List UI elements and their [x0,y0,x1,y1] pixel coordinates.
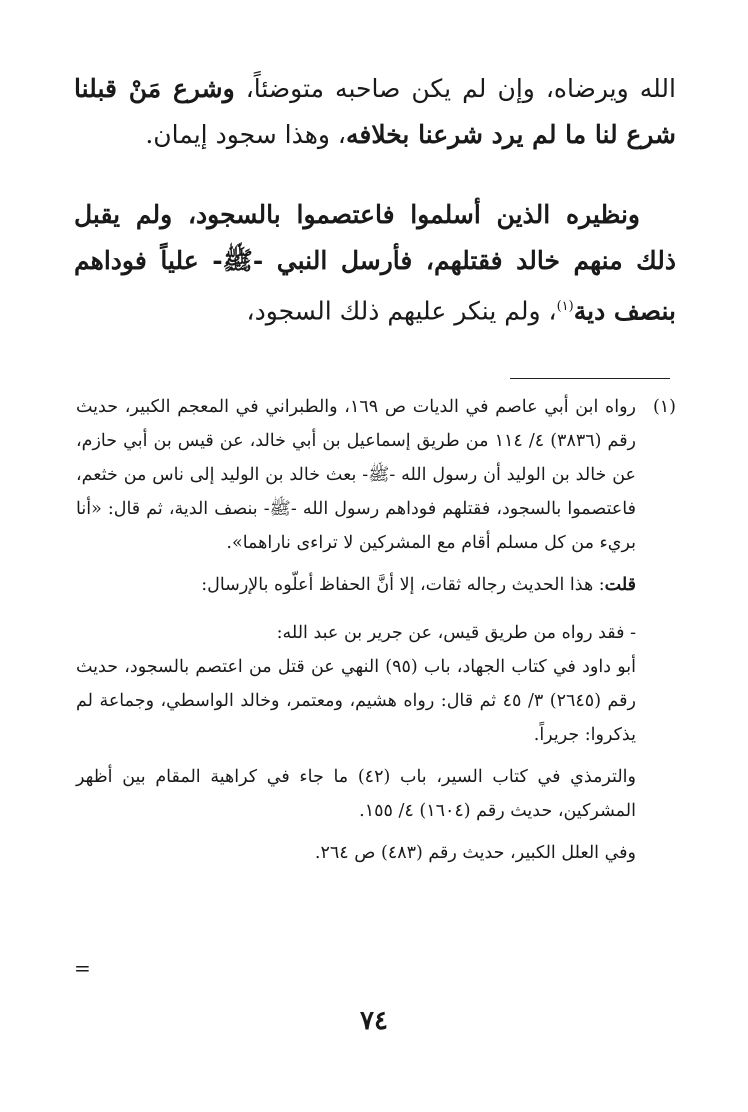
paragraph-2 [74,192,676,334]
paragraph-1 [74,66,676,158]
footnote-tirmidhi: والترمذي في كتاب السير، باب (٤٢) ما جاء في كراهية المقام بين أظهر المشركين، حديث رقم (١٦٠٤) ٤/ ١٥٥. [76,767,636,821]
footnote-qult [76,568,676,602]
paragraph-2-bold-text: ونظيره الذين أسلموا فاعتصموا بالسجود، ولم يقبل ذلك منهم خالد فقتلهم، فأرسل النبي -ﷺ- علياً فوداهم بنصف دية [74,200,676,326]
paragraph-2-text-end: ، ولم ينكر عليهم ذلك السجود، [246,296,557,326]
footnote-dash-line: - فقد رواه من طريق قيس، عن جرير بن عبد الله: [276,623,636,643]
qult-text: : هذا الحديث رجاله ثقات، إلا أنَّ الحفاظ أعلّوه بالإرسال: [201,575,605,595]
paragraph-1-bold-text: وشرع مَنْ قبلنا شرع لنا ما لم يرد شرعنا بخلافه [74,74,676,149]
footnote-number: (١) [652,397,676,417]
paragraph-1-text-end: ، وهذا سجود إيمان. [145,120,346,149]
footnote-reference: (١) [556,299,574,314]
paragraph-1-text: الله ويرضاه، وإن لم يكن صاحبه متوضئاً، [234,74,676,103]
footnote-1 [76,390,676,560]
main-text [74,66,676,334]
footnotes [76,390,676,870]
qult-label: قلت [604,575,636,595]
footnote-abudawud: أبو داود في كتاب الجهاد، باب (٩٥) النهي عن قتل من اعتصم بالسجود، حديث رقم (٢٦٤٥) ٣/ ٤٥ ثم قال: رواه هشيم، ومعتمر، وخالد الواسطي، وجماعة لم يذكروا: جريراً. [76,657,636,745]
footnote-ilal: وفي العلل الكبير، حديث رقم (٤٨٣) ص ٢٦٤. [314,843,636,863]
footnote-1-text: رواه ابن أبي عاصم في الديات ص ١٦٩، والطبراني في المعجم الكبير، حديث رقم (٣٨٣٦) ٤/ ١١٤ من طريق إسماعيل بن أبي خالد، عن قيس بن أبي حازم، عن خالد بن الوليد أن رسول الله -ﷺ- بعث خالد بن الوليد إلى ناس من خثعم، فاعتصموا بالسجود، فقتلهم فوداهم رسول الله -ﷺ- بنصف الدية، ثم قال: «أنا بريء من كل مسلم أقام مع المشركين لا تراءى ناراهما». [76,397,637,553]
footnote-separator [510,378,670,379]
continuation-mark: = [74,956,91,980]
page-number: ٧٤ [360,1006,388,1036]
